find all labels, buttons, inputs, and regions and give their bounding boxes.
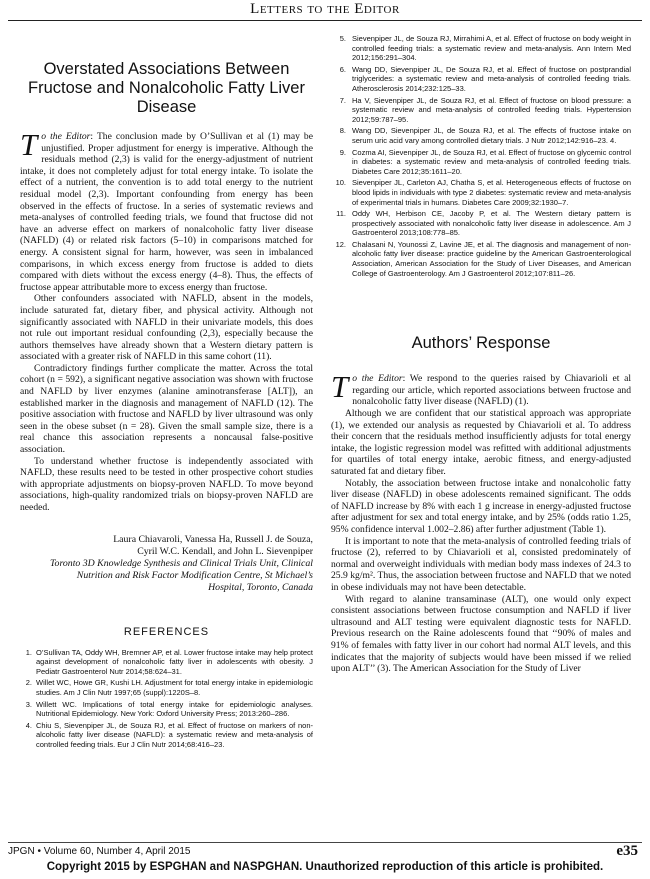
reference-item: 12. Chalasani N, Younossi Z, Lavine JE, et al. The diagnosis and management of non-alcoholic fatty liver disease: practice guideline by the American Gastroenterological Association, American Association for the Study of Liver Diseases, and American College of Gastroenterology. Am J Gastroenterol 2012;107:811–26. — [335, 239, 631, 278]
reference-item: 5. Sievenpiper JL, de Souza RJ, Mirrahimi A, et al. Effect of fructose on body weight in controlled feeding trials: a systematic review and meta-analysis. Ann Intern Med 2012;156:291–304. — [339, 34, 631, 63]
reference-item: 9. Cozma AI, Sievenpiper JL, de Souza RJ, et al. Effect of fructose on glycemic control in diabetes: a systematic review and meta-analysis of controlled feeding trials. Diabetes Care 2012;35:1611–20. — [339, 147, 631, 176]
letter-paragraph-4: To understand whether fructose is independently associated with NAFLD, these results need to be tested in other prospective cohort studies with appropriate adjustments on biopsy-proven NAFLD. To move beyond associations, high-quality randomized trials on biopsy-proven NAFLD are needed. — [20, 455, 313, 513]
letter-paragraph-3: Contradictory findings further complicate the matter. Across the total cohort (n = 592), a significant negative association was shown with fructose and NAFLD by liver enzymes (alanine aminotransferase [ALT]), an established marker in the diagnosis and management of NAFLD (12). The positive association with fructose and NAFLD by liver ultrasound was only seen in the obese subset (n = 28). Given the small sample size, there is a real chance this association represents a noncausal false-positive association. — [20, 362, 313, 456]
letter-paragraph-1 — [20, 127, 313, 293]
left-column — [20, 34, 313, 752]
reference-item: 6. Wang DD, Sievenpiper JL, De Souza RJ, et al. Effect of fructose on postprandial triglycerides: a systematic review and meta-analysis of controlled feeding trials. Atherosclerosis 2014;232:125–33. — [339, 64, 631, 93]
response-paragraph-2: Although we are confident that our statistical approach was appropriate (1), we extended our analysis as requested by Chiavarioli et al. To address their concern that the residuals method insufficiently adjusts for total energy intake, the logistic regression model was refitted with additional adjustments for quartiles of total energy intake, aerobic fitness, and energy-adjusted saturated fat and dietary fiber. — [331, 408, 631, 477]
response-paragraph-4: It is important to note that the meta-analysis of controlled feeding trials of fructose (2), referred to by Chiavarioli et al, consisted predominately of normal and overweight individuals with median body mass indexes of 24.3 to 25.9 kg/m². Thus, the association between fructose and NAFLD that we noted in obese individuals may not have been detectable. — [331, 535, 631, 593]
page-number: e35 — [616, 843, 638, 859]
footer-rule — [8, 842, 642, 843]
reference-item: 1. O’Sullivan TA, Oddy WH, Bremner AP, et al. Lower fructose intake may help protect against development of nonalcoholic fatty liver in adolescents with obesity. J Pediatr Gastroenterol Nutr 2014;58:624–31. — [25, 647, 313, 676]
right-column — [331, 34, 631, 675]
reference-item: 4. Chiu S, Sievenpiper JL, de Souza RJ, et al. Effect of fructose on markers of non-alcoholic fatty liver disease (NAFLD): a systematic review and meta-analysis of controlled feeding trials. Eur J Clin Nutr 2014;68:416–23. — [25, 720, 313, 749]
salutation: o the Editor — [41, 131, 91, 142]
paragraph-text: : The conclusion made by O’Sullivan et al (1) may be unjustified. Proper adjustment for energy is imperative. Although the residuals method (2,3) is valid for the energy-adjustment of nutrient intake, it does not completely adjust for total energy intake. To isolate the effect of a nutrient, the convention is to add total energy to the nutrient residual model (2,3). Important confounding from energy has been observed in the effects of fructose. In a series of systematic reviews and meta-analyses of controlled feeding trials, we found that fructose did not have an adverse effect on markers of nonalcoholic fatty liver disease (NAFLD) (4) or related risk factors (5–10) in comparisons matched for energy. A consistent signal for harm, however, was seen in imbalanced comparisons, in which excess energy from fructose is added to diets compared with diets without the excess energy (4–8). Thus, the effects of fructose appear attributable more to excess energy than fructose. — [20, 131, 313, 293]
reference-item: 7. Ha V, Sievenpiper JL, de Souza RJ, et al. Effect of fructose on blood pressure: a systematic review and meta-analysis of controlled feeding trials. Hypertension 2012;59:787–95. — [339, 95, 631, 124]
letter-paragraph-2: Other confounders associated with NAFLD, absent in the models, include saturated fat, dietary fiber, and physical activity. Although not significantly associated with NAFLD in their univariate models, this does not rule out important residual confounding (2,3), especially because the authors themselves have already shown that a Western dietary pattern is associated with a greater risk of NAFLD in this same cohort (11). — [20, 293, 313, 363]
running-header — [0, 0, 650, 26]
reference-item: 11. Oddy WH, Herbison CE, Jacoby P, et al. The Western dietary pattern is prospectively associated with nonalcoholic fatty liver disease in adolescence. Am J Gastroenterol 2013;108:778–85. — [336, 209, 631, 238]
letter-signature — [20, 534, 313, 594]
signature-authors: Laura Chiavaroli, Vanessa Ha, Russell J. de Souza, — [113, 533, 313, 545]
reference-item: 2. Willet WC, Howe GR, Kushi LH. Adjustment for total energy intake in epidemiologic studies. Am J Clin Nutr 1997;65 (suppl):1220S–8. — [25, 678, 313, 697]
letter-title: Overstated Associations Between Fructose and Nonalcoholic Fatty Liver Disease — [28, 60, 305, 116]
response-body — [331, 369, 631, 675]
references-list-right — [331, 34, 631, 278]
section-title: Letters to the Editor — [250, 1, 400, 17]
signature-affiliation: Nutrition and Risk Factor Modification Centre, St Michael’s — [76, 569, 313, 581]
reference-item: 8. Wang DD, Sievenpiper JL, de Souza RJ, et al. The effects of fructose intake on serum uric acid vary among controlled dietary trials. J Nutr 2012;142:916–23. 4. — [339, 126, 631, 145]
response-paragraph-1 — [331, 369, 631, 408]
salutation: o the Editor — [352, 373, 403, 385]
drop-cap: T — [331, 369, 349, 405]
signature-authors: Cyril W.C. Kendall, and John L. Sievenpiper — [137, 545, 313, 557]
reference-item: 3. Willett WC. Implications of total energy intake for epidemiologic analyses. Nutritional Epidemiology. New York: Oxford University Press; 2013:260–286. — [25, 699, 313, 719]
reference-item: 10. Sievenpiper JL, Carleton AJ, Chatha S, et al. Heterogeneous effects of fructose on blood lipids in individuals with type 2 diabetes: systematic review and meta-analysis of experimental trials in humans. Diabetes Care 2009;32:1930–7. — [335, 178, 631, 207]
header-rule — [8, 20, 642, 21]
journal-info: JPGN • Volume 60, Number 4, April 2015 — [8, 846, 191, 857]
copyright-notice: Copyright 2015 by ESPGHAN and NASPGHAN. Unauthorized reproduction of this article is prohibited. — [46, 861, 604, 873]
references-heading: REFERENCES — [123, 625, 210, 638]
signature-affiliation: Hospital, Toronto, Canada — [208, 581, 313, 593]
paragraph-text: : We respond to the queries raised by Chiavarioli et al regarding our article, which reported associations between fructose and nonalcoholic fatty liver disease (NAFLD) (1). — [352, 373, 631, 408]
drop-cap: T — [20, 127, 38, 162]
references-list-left — [20, 648, 313, 750]
response-paragraph-3: Notably, the association between fructose intake and nonalcoholic fatty liver disease (NAFLD) in obese adolescents remained significant. The odds of NAFLD increase by 8% with each 1 g increase in energy-adjusted fructose after adjustment for sex and total energy intake, and by 25% (odds ratio 1.25, 95% confidence interval 1.002–2.86) after further adjustment (Table 1). — [331, 477, 631, 535]
response-title: Authors’ Response — [411, 334, 551, 353]
response-paragraph-5: With regard to alanine transaminase (ALT), one would only expect consistent associations between fructose consumption and NAFLD if liver ultrasound and ALT testing were equivalent diagnostic tests for NAFLD. Previous research on the Raine adolescents found that ‘‘90% of males and 91% of females with fatty liver in our cohort had normal ALT levels, and this indicates that the majority of subjects would have been missed if we relied upon ALT’’ (3). The American Association for the Study of Liver — [331, 593, 631, 675]
signature-affiliation: Toronto 3D Knowledge Synthesis and Clinical Trials Unit, Clinical — [50, 557, 313, 569]
